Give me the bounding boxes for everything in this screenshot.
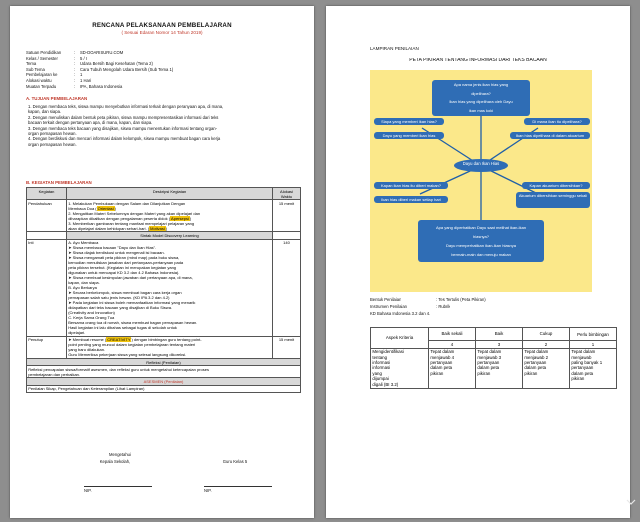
node-left-q: Siapa yang memberi ikan hias? (374, 118, 444, 125)
rubric-header-baik-sekali: Baik sekali (429, 328, 476, 341)
objective-line: organ pernapasan hewan. (28, 141, 77, 147)
pendahuluan-line: diharapkan dikaitkan dengan pengalaman peserta didok (Apersepsi) (68, 215, 192, 221)
sign-kepala: Kepala Sekolah, (99, 459, 131, 464)
score-4: 4 (429, 341, 476, 349)
penutup-description (67, 336, 273, 358)
node-right-a: Ikan hias dipelihara di dalam akuarium (510, 132, 590, 139)
bentuk-label: Bentuk Penilaian (370, 297, 402, 302)
identity-key: Muatan Terpadu (26, 83, 57, 89)
chevron-icon (626, 499, 636, 505)
identity-row (26, 84, 296, 90)
inti-line: ➤ Siswa mengamati peta pikiran (mind map) pada buku siswa, (68, 255, 180, 261)
node-bottom-a2: bermain-main dan menuju makan (451, 252, 511, 257)
identity-value: 1 Hari (80, 77, 92, 83)
identity-key: Pembelajaran ke (26, 72, 58, 78)
page-title: RENCANA PELAKSANAAN PEMBELAJARAN (92, 22, 232, 29)
lampiran-title: LAMPIRAN PENILAIAN (370, 46, 419, 51)
refleksi-line-2: pembelajaran dan perbaikan. (28, 371, 81, 377)
page-lampiran (326, 6, 630, 518)
rubric-header-baik: Baik (476, 328, 523, 341)
inti-line: ➤ Siswa membaca bacaan "Dayu dan Ikan Hias". (68, 245, 157, 251)
rubric-c2-line: pikiran (477, 370, 491, 376)
row-inti (27, 239, 301, 336)
rubric-header-aspek: Aspek Kriteria (371, 328, 429, 349)
rubric-c1-line: dalam peta (430, 365, 453, 371)
page-rpp (10, 6, 314, 518)
penutup-line: Guru Memeriksa pekerjaan siswa yang selesai langsung dikoreksi. (68, 352, 187, 358)
asesmen-text: Penilaian Sikap, Pengetahuan dan Keterampilan (Lihat Lampiran) (27, 385, 301, 392)
identity-colon: : (74, 50, 76, 55)
node-bottom (418, 220, 544, 262)
score-2: 2 (523, 341, 570, 349)
row-pendahuluan (27, 200, 301, 232)
identity-colon: : (74, 72, 76, 78)
inti-line: ➤ Siswa membuat kesimpulan jawaban dari pertanyaan apa, di mana, (68, 275, 193, 281)
identity-key: Satuan Pendidikan (26, 50, 62, 55)
rubric-c4-line: paling banyak 1 (571, 360, 603, 365)
rubric-aspek-line: dijumpai (372, 376, 389, 382)
rubric-c1-cell (429, 348, 476, 388)
node-bottom-right-q: Kapan akuarium dibersihkan? (522, 182, 590, 189)
nip-right: NIP. (204, 488, 212, 493)
page-nav-handle[interactable] (626, 492, 636, 498)
inti-line: ➤ Secara berkelompok, siswa membuat bagan cara kerja organ (68, 290, 182, 296)
pendahuluan-line: akan dipelajari dalam kehidupan sehari-hari. (Motivasi) (68, 225, 168, 231)
node-bottom-q1: Apa yang diperhatikan Dayu saat melihat ikan-ikan (435, 225, 527, 230)
rubric-c4-line: menjawab (571, 354, 592, 360)
pendahuluan-line: Membaca Doa (Orientasi) (68, 205, 117, 211)
peta-title: PETA PIKIRAN TENTANG INFORMASI DARI TEKS BACAAN (409, 58, 547, 63)
inti-line: ➤ Siswa diajak berdiskusi untuk mengenali isi bacaan. (68, 250, 165, 256)
objective-line: kapan, dan siapa. (28, 109, 62, 115)
rubric-c2-line: Tepat dalam (477, 349, 502, 355)
rubric-aspek-line: informasi (372, 365, 391, 371)
identity-key: Alokasi waktu (26, 77, 52, 83)
section-b-title: B. KEGIATAN PEMBELAJARAN (26, 180, 92, 185)
sign-mengetahui: Mengetahui (109, 452, 131, 457)
rubric-c4-line: pertanyaan (571, 365, 594, 371)
pendahuluan-description (67, 200, 273, 232)
rubric-c3-line: pikiran (524, 370, 538, 376)
band-model: Sintak Model Discovery Learning (67, 232, 273, 239)
identity-value: IPA, Bahasa Indonesia (80, 83, 123, 89)
inti-line: (Creativity and Innovation) (68, 310, 115, 316)
identity-value: Udara Bersih Bagi Kesehatan (Tema 2) (80, 61, 153, 67)
node-top-a2: ikan mas koki (468, 107, 494, 113)
identity-colon: : (74, 55, 76, 61)
inti-line: digunakan untuk mencapai KD 3.2 dan 4.2 Bahasa Indonesia). (68, 270, 180, 276)
bentuk-value-colon: : Tes Tertulis (Peta Pikiran) (436, 297, 486, 302)
inti-line: Hasil kegiatan ini lalu dibahas sebagai tugas di sekolah untuk (68, 325, 177, 331)
inti-line: kemudian menuliskan jawaban dari pertanyaan-pertanyaan pada (68, 260, 184, 266)
rubric-c1-line: pertanyaan (430, 360, 453, 365)
penutup-line: ➤ Membuat resume (CREATIVITY) dengan bimbingan guru tentang point- (68, 337, 202, 343)
band-refleksi: Refleksi (Penilaian) (27, 358, 301, 365)
identity-value: Cara Tubuh Mengolah Udara Bersih (Sub Tema 1) (80, 66, 174, 72)
rubric-c3-line: Tepat dalam (524, 349, 549, 355)
node-top-q2: dipelihara? (471, 90, 491, 96)
time-penutup: 15 menit (273, 336, 301, 358)
node-right-q: Di mana ikan itu dipelihara? (524, 118, 590, 125)
rubric-c2-line: menjawab 3 (477, 354, 502, 360)
inti-line: ➤ Pada kegiatan ini siswa boleh memanfaatkan informasi yang menarik (68, 300, 196, 306)
label-pendahuluan: Pendahuluan (27, 200, 67, 232)
rubric-c2-line: dalam peta (477, 365, 500, 371)
rubric-header-perlu: Perlu bimbingan (570, 328, 617, 341)
rubric-table (370, 327, 617, 389)
rubric-c3-cell (523, 348, 570, 388)
node-bottom-left-a: Ikan hias diberi makan setiap hari (374, 196, 448, 203)
bentuk-value: Tes Tertulis (Peta Pikiran) (438, 297, 486, 302)
header-alokasi: Alokasi Waktu (273, 188, 301, 200)
identity-colon: : (74, 66, 76, 72)
inti-line: peta pikiran tersebut. (Kegiatan ini merupakan kegiatan yang (68, 265, 177, 271)
objectives-list (28, 104, 300, 147)
node-bottom-q2: hiasnya? (472, 234, 489, 239)
rubric-c1-line: menjawab 4 (430, 354, 455, 360)
instrumen-label: Instrumen Penilaian (370, 304, 408, 309)
rubric-aspek-line: digali (BI 3.2) (372, 381, 399, 387)
highlight-keyword: CREATIVITY (107, 337, 131, 343)
rubric-c4-cell (570, 348, 617, 388)
highlight-keyword: Motivasi (150, 225, 165, 231)
rubric-c3-line: pertanyaan (524, 360, 547, 365)
label-penutup: Penutup (27, 336, 67, 358)
rubric-c2-cell (476, 348, 523, 388)
inti-line: kapan, dan siapa. (68, 280, 100, 286)
score-3: 3 (476, 341, 523, 349)
inti-line: C. Kerja Sama Orang Tua (68, 315, 115, 321)
sign-line-right (204, 486, 272, 487)
inti-line: dipelajari. (68, 330, 86, 336)
kegiatan-table (26, 187, 301, 393)
refleksi-text (27, 366, 301, 378)
objective-line: bacaan terkait dengan pertanyaan apa, di mana, kapan, dan siapa. (28, 120, 153, 126)
rubric-aspek-line: informasi (372, 360, 391, 365)
pendahuluan-line: 3. Memberikan gambaran tentang manfaat mempelajari pelajaran yang (68, 220, 195, 226)
rubric-header-cukup: Cukup (523, 328, 570, 341)
instrumen-value-colon: : Rubrik (436, 304, 451, 309)
inti-line: Bersama orang tua di rumah, siswa membuat bagan pernapasan hewan. (68, 320, 198, 326)
identity-value: 5 / I (80, 55, 87, 61)
inti-line: didapatkan dari teks bacaan yang disajikan di Buku Siswa. (68, 305, 173, 311)
objective-line: 1. Dengan membaca teks, siswa mampu menyebutkan informasi terkait dengan peranyaan apa, di mana, (28, 104, 224, 109)
rubric-aspek-line: tentang (372, 354, 388, 360)
rubric-c4-line: pikiran (571, 376, 585, 382)
header-deskripsi: Deskripsi Kegiatan (67, 188, 273, 200)
kd-label: KD Bahasa Indonesia 3.2 dan 4. (370, 311, 431, 316)
label-inti: Inti (27, 239, 67, 336)
refleksi-line-1: Refleksi pencapaian siswa/formatif asesmen, dan refleksi guru untuk mengetahui ketercapaian proses (28, 366, 209, 372)
row-penutup (27, 336, 301, 358)
identity-colon: : (74, 61, 76, 67)
node-center: Dayu dan Ikan Hias (454, 159, 508, 172)
objective-line: 3. Dengan membaca teks bacaan yang disajikan, siswa mampu menentukan informasi tentang organ- (28, 125, 218, 131)
rubric-c1-line: Tepat dalam (430, 349, 455, 355)
rubric-c3-line: dalam peta (524, 365, 547, 371)
rubric-c2-line: pertanyaan (477, 360, 500, 365)
rubric-aspek-line: yang (372, 370, 382, 376)
rubric-aspek-cell (371, 348, 429, 388)
time-inti: 140 (273, 239, 301, 336)
sign-line-left (84, 486, 152, 487)
identity-value: 1 (80, 72, 83, 78)
rubric-aspek-line: Mengidentifikasi (372, 349, 404, 355)
penutup-line: yang baru dilakukan. (68, 347, 106, 353)
identity-key: Tema (26, 61, 37, 67)
section-a-title: A. TUJUAN PEMBELAJARAN (26, 96, 88, 101)
node-top-a1: Ikan hias yang dipelihara oleh Dayu (449, 99, 513, 105)
pendahuluan-line: 2. Mengaitkan Materi Sebelumnya dengan Materi yang akan dipelajari dan (68, 210, 201, 216)
identity-key: Kelas / Semester (26, 55, 58, 61)
rubric-c1-line: pikiran (430, 370, 444, 376)
page-subtitle: ( Sesuai Edaran Nomor 14 Tahun 2019) (121, 30, 203, 35)
rubric-c4-line: dalam peta (571, 370, 594, 376)
instrumen-value: Rubrik (438, 304, 451, 309)
sign-guru: Guru Kelas 5 (222, 459, 248, 464)
inti-line: B. Ayo Berkarya (68, 285, 97, 291)
node-left-a: Dayu yang memberi ikan hias (374, 132, 444, 139)
node-bottom-a1: Dayu memperhatikan ikan-ikan hiasnya (445, 243, 517, 248)
node-bottom-right-a: Akuarium dibersihkan seminggu sekali (516, 192, 590, 208)
identity-colon: : (74, 77, 76, 83)
identity-value: SD-DOARISURU.COM (80, 50, 124, 55)
objective-line: organ pernapasan hewan. (28, 131, 77, 137)
identity-key: Sub Tema (26, 66, 45, 72)
identity-colon: : (74, 83, 76, 89)
pendahuluan-line: 1. Melakukan Pembukaan dengan Salam dan Dilanjutkan Dengan (68, 200, 186, 206)
node-top (432, 80, 530, 116)
penutup-line: point penting yang muncul dalam kegiatan pembelajaran tentang materi (68, 342, 196, 348)
nip-left: NIP. (84, 488, 92, 493)
identity-block (26, 50, 296, 89)
objective-line: 2. Dengan menuliskan dalam bentuk peta pikiran, siswa mampu mempresentasikan informasi dari teks (28, 114, 219, 120)
band-asesmen: ASESMEN (Penilaian) (27, 378, 301, 385)
rubric-c3-line: menjawab 2 (524, 354, 549, 360)
objective-line: 4. Dengan berdiskusi dan mencari informasi dalam kelompok, siswa mampu membuat bagan cara kerja (28, 136, 221, 142)
inti-line: A. Ayo Membaca (68, 240, 99, 246)
rubric-c4-line: Tepat dalam (571, 349, 596, 355)
time-pendahuluan: 15 menit (273, 200, 301, 232)
score-1: 1 (570, 341, 617, 349)
mind-map (370, 70, 592, 292)
node-bottom-left-q: Kapan ikan hias itu diberi makan? (374, 182, 448, 189)
node-top-q1: Apa nama jenis ikan hias yang (453, 82, 509, 87)
highlight-keyword: Orientasi (97, 205, 114, 211)
header-kegiatan: Kegiatan (27, 188, 67, 200)
inti-description (67, 239, 273, 336)
highlight-keyword: Apersepsi (171, 215, 189, 221)
inti-line: pernapasan salah satu jenis hewan. (KD IPA 3.2 dan 4.2) (68, 295, 170, 301)
